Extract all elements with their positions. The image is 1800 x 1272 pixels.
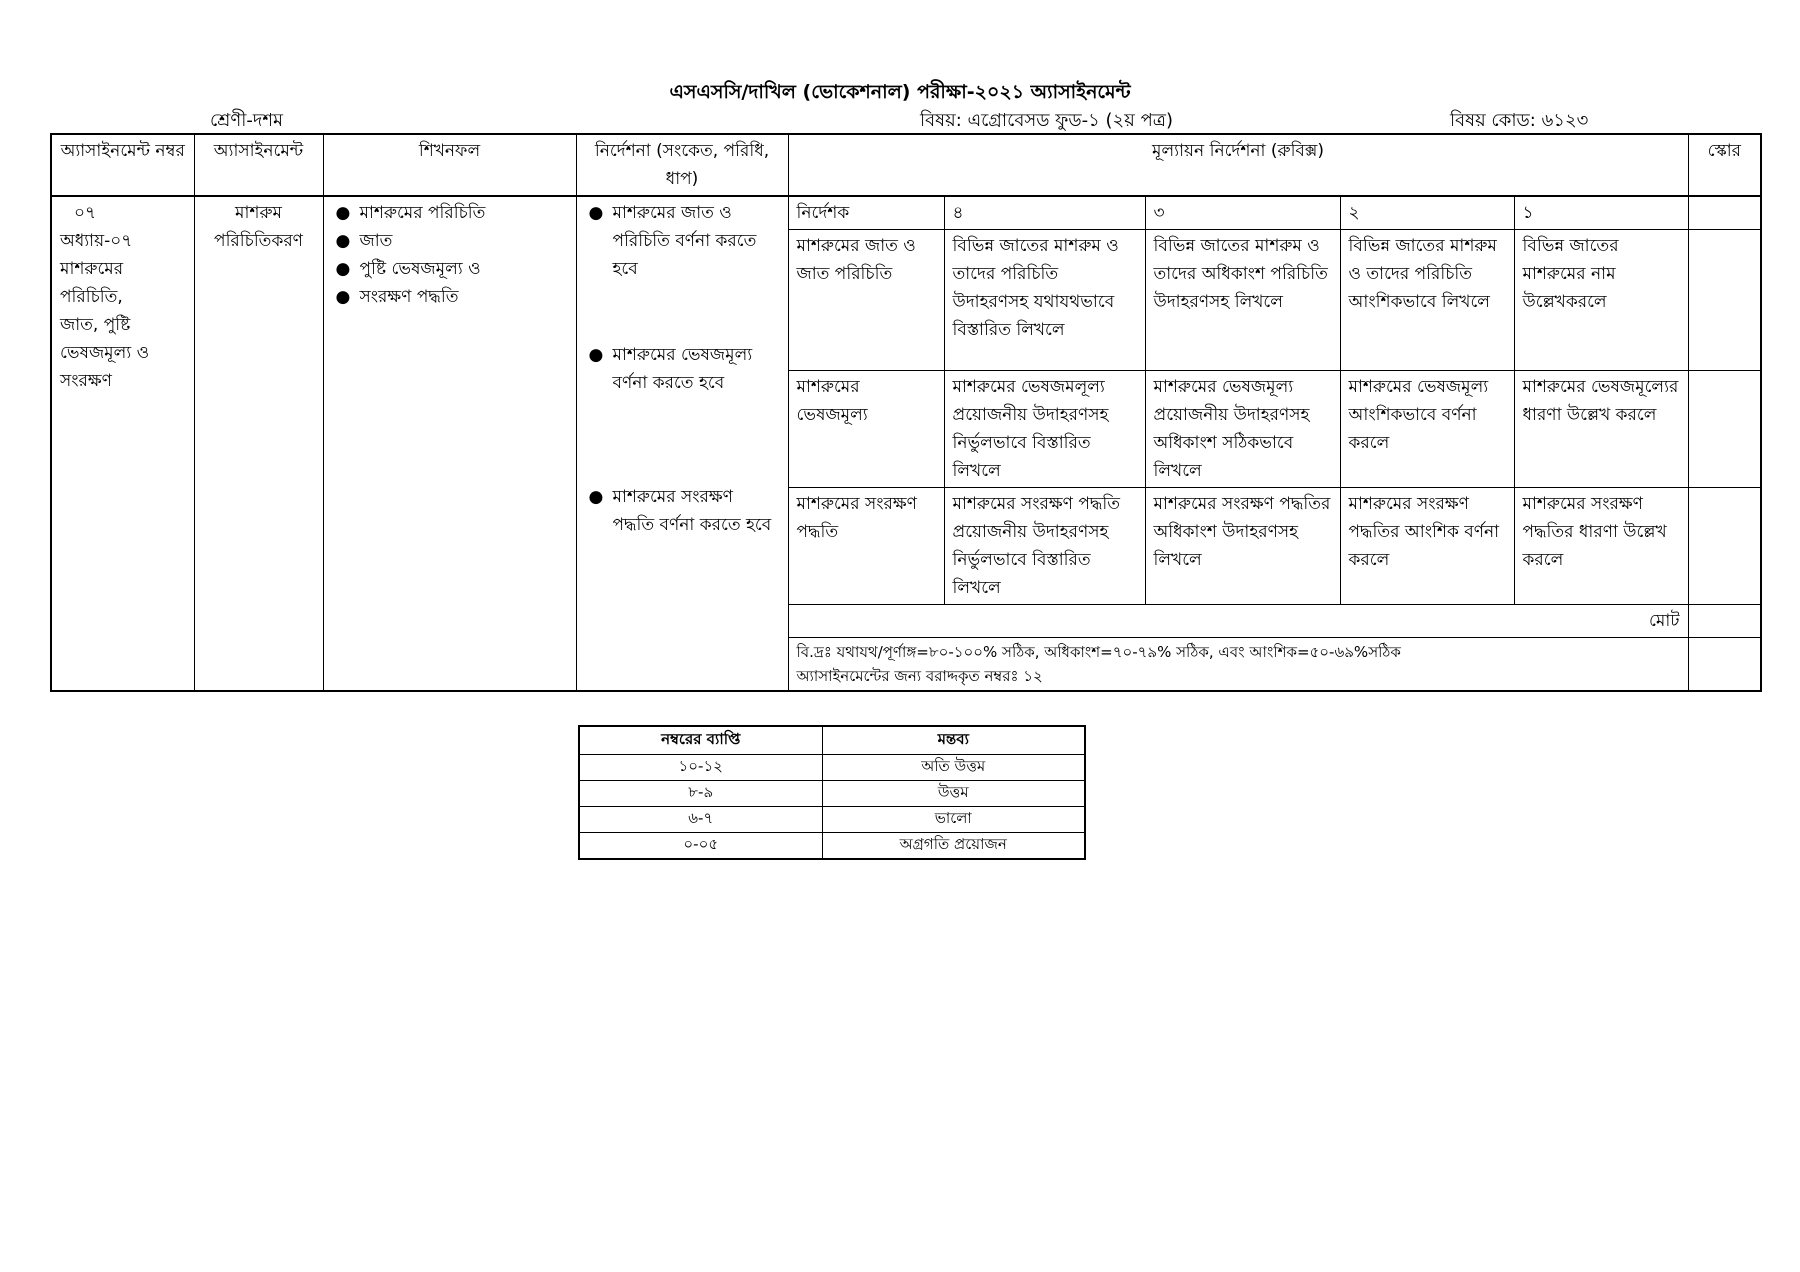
rubric-cell: মাশরুমের সংরক্ষণ পদ্ধতির আংশিক বর্ণনা করলে: [1340, 488, 1514, 605]
rubric-indicator: মাশরুমের সংরক্ষণ পদ্ধতি: [788, 488, 944, 605]
grade-header-range: নম্বরের ব্যাপ্তি: [579, 726, 822, 755]
grade-row: [579, 833, 1085, 860]
grade-row: [579, 807, 1085, 833]
rubric-cell: বিভিন্ন জাতের মাশরুমের নাম উল্লেখকরলে: [1514, 230, 1688, 371]
subject-label: বিষয়: এগ্রোবেসড ফুড-১ (২য় পত্র): [920, 110, 1174, 131]
grade-remark: উত্তম: [822, 781, 1085, 807]
note-line: বি.দ্রঃ যথাযথ/পূর্ণাঙ্গ=৮০-১০০% সঠিক, অধিকাংশ=৭০-৭৯% সঠিক, এবং আংশিক=৫০-৬৯%সঠিক: [796, 643, 1401, 661]
outcome-item: ● মাশরুমের পরিচিতি: [335, 203, 486, 223]
rubric-cell: মাশরুমের ভেষজমূল্য আংশিকভাবে বর্ণনা করলে: [1340, 371, 1514, 488]
score-cell: [1688, 230, 1761, 371]
rubric-cell: মাশরুমের সংরক্ষণ পদ্ধতির অধিকাংশ উদাহরণসহ লিখলে: [1145, 488, 1340, 605]
header-assignment-no: অ্যাসাইনমেন্ট নম্বর: [51, 134, 194, 196]
assignment-cell: মাশরুম পরিচিতিকরণ: [194, 196, 323, 691]
instructions-cell: [576, 196, 788, 691]
header-rubric: মূল্যায়ন নির্দেশনা (রুবিক্স): [788, 134, 1688, 196]
rubric-indicator: মাশরুমের ভেষজমূল্য: [788, 371, 944, 488]
rubric-col-header: ৪: [944, 196, 1145, 230]
grade-remark: অতি উত্তম: [822, 755, 1085, 781]
rubric-indicator: মাশরুমের জাত ও জাত পরিচিতি: [788, 230, 944, 371]
assignment-table: [50, 133, 1762, 692]
rubric-col-header: নির্দেশক: [788, 196, 944, 230]
subject-code: বিষয় কোড: ৬১২৩: [1450, 110, 1589, 131]
score-cell: [1688, 371, 1761, 488]
score-cell: [1688, 196, 1761, 230]
header-learning-outcome: শিখনফল: [323, 134, 576, 196]
grade-remark: ভালো: [822, 807, 1085, 833]
grade-table: [578, 725, 1086, 860]
instruction-item: ● মাশরুমের জাত ও পরিচিতি বর্ণনা করতে হবে: [588, 203, 757, 279]
assignment-number: ০৭: [74, 203, 97, 223]
outcome-item: ● পুষ্টি ভেষজমূল্য ও: [335, 259, 481, 279]
note-cell: [788, 638, 1688, 692]
rubric-cell: বিভিন্ন জাতের মাশরুম ও তাদের পরিচিতি আংশিকভাবে লিখলে: [1340, 230, 1514, 371]
header-score: স্কোর: [1688, 134, 1761, 196]
header-instructions: নির্দেশনা (সংকেত, পরিধি, ধাপ): [576, 134, 788, 196]
score-cell: [1688, 488, 1761, 605]
chapter: অধ্যায়-০৭: [60, 231, 133, 251]
assignment-no-cell: [51, 196, 194, 691]
rubric-col-header: ১: [1514, 196, 1688, 230]
grade-header-remark: মন্তব্য: [822, 726, 1085, 755]
grade-row: [579, 755, 1085, 781]
header-assignment: অ্যাসাইনমেন্ট: [194, 134, 323, 196]
outcome-item: ● সংরক্ষণ পদ্ধতি: [335, 287, 459, 307]
allocated-marks: অ্যাসাইনমেন্টের জন্য বরাদ্দকৃত নম্বরঃ ১২: [796, 667, 1043, 685]
instruction-item: ● মাশরুমের সংরক্ষণ পদ্ধতি বর্ণনা করতে হবে: [588, 487, 772, 535]
instruction-item: ● মাশরুমের ভেষজমূল্য বর্ণনা করতে হবে: [588, 345, 753, 393]
grade-remark: অগ্রগতি প্রয়োজন: [822, 833, 1085, 860]
rubric-cell: মাশরুমের ভেষজমলূল্য প্রয়োজনীয় উদাহরণসহ নির্ভুলভাবে বিস্তারিত লিখলে: [944, 371, 1145, 488]
rubric-cell: বিভিন্ন জাতের মাশরুম ও তাদের অধিকাংশ পরিচিতি উদাহরণসহ লিখলে: [1145, 230, 1340, 371]
grade-range: ৬-৭: [579, 807, 822, 833]
total-label: মোট: [788, 605, 1688, 638]
document-title: এসএসসি/দাখিল (ভোকেশনাল) পরীক্ষা-২০২১ অ্যাসাইনমেন্ট: [669, 81, 1131, 103]
rubric-col-header: ৩: [1145, 196, 1340, 230]
grade-range: ৮-৯: [579, 781, 822, 807]
outcome-item: ● জাত: [335, 231, 393, 251]
topic-line: মাশরুমের পরিচিতি,: [60, 259, 124, 307]
total-score-cell: [1688, 605, 1761, 638]
rubric-cell: মাশরুমের সংরক্ষণ পদ্ধতির ধারণা উল্লেখ করলে: [1514, 488, 1688, 605]
rubric-cell: মাশরুমের ভেষজমূল্য প্রয়োজনীয় উদাহরণসহ অধিকাংশ সঠিকভাবে লিখলে: [1145, 371, 1340, 488]
score-cell: [1688, 638, 1761, 692]
class-label: শ্রেণী-দশম: [210, 110, 284, 131]
rubric-col-header: ২: [1340, 196, 1514, 230]
grade-range: ০-০৫: [579, 833, 822, 860]
grade-range: ১০-১২: [579, 755, 822, 781]
learning-outcomes-cell: [323, 196, 576, 691]
rubric-cell: মাশরুমের সংরক্ষণ পদ্ধতি প্রয়োজনীয় উদাহরণসহ নির্ভুলভাবে বিস্তারিত লিখলে: [944, 488, 1145, 605]
grade-row: [579, 781, 1085, 807]
rubric-cell: মাশরুমের ভেষজমূল্যের ধারণা উল্লেখ করলে: [1514, 371, 1688, 488]
topic-line: ভেষজমূল্য ও: [60, 343, 150, 363]
topic-line: সংরক্ষণ: [60, 371, 112, 391]
rubric-cell: বিভিন্ন জাতের মাশরুম ও তাদের পরিচিতি উদাহরণসহ যথাযথভাবে বিস্তারিত লিখলে: [944, 230, 1145, 371]
topic-line: জাত, পুষ্টি: [60, 315, 131, 335]
